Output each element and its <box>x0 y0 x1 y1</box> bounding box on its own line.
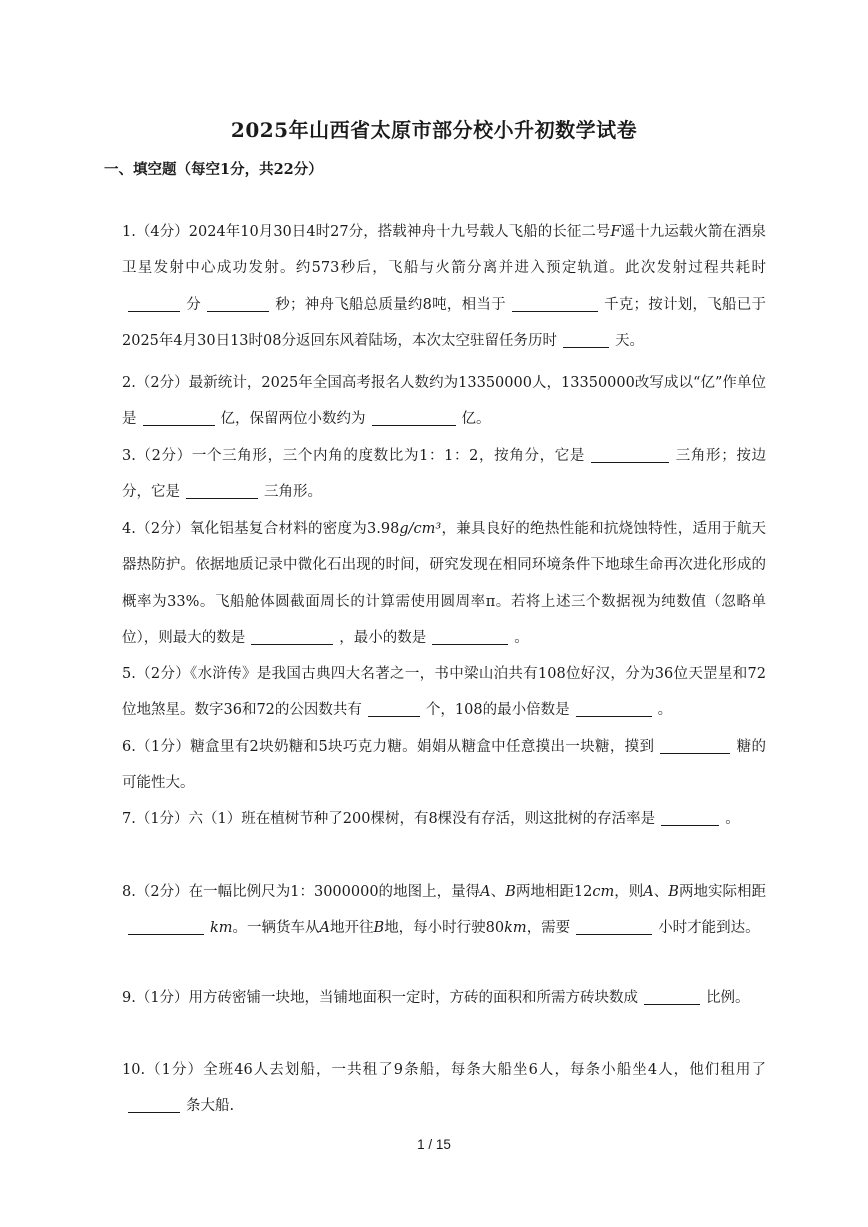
answer-blank[interactable] <box>576 702 652 718</box>
answer-blank[interactable] <box>251 629 333 645</box>
answer-blank[interactable] <box>512 296 598 312</box>
answer-blank[interactable] <box>143 411 215 427</box>
question-1: 1.（4分）2024年10月30日4时27分，搭载神舟十九号载人飞船的长征二号F遥十九运载火箭在酒泉卫星发射中心成功发射。约573秒后，飞船与火箭分离并进入预定轨道。此次发射过程共耗时分 秒；神舟飞船总质量约8吨，相当于 千克；按计划，飞船已于2025年4月30日13时08分返回东风着陆场，本次太空驻留任务历时 天。 <box>122 224 766 349</box>
page-title: 2025年山西省太原市部分校小升初数学试卷 <box>230 118 638 142</box>
answer-blank[interactable] <box>660 739 730 755</box>
answer-blank[interactable] <box>591 448 669 464</box>
page-number: 1 / 15 <box>417 1137 451 1152</box>
question-3: 3.（2分）一个三角形，三个内角的度数比为1：1：2，按角分，它是 三角形；按边分，它是 三角形。 <box>122 448 767 501</box>
answer-blank[interactable] <box>576 920 652 936</box>
answer-blank[interactable] <box>432 629 508 645</box>
answer-blank[interactable] <box>207 296 269 312</box>
question-2: 2.（2分）最新统计，2025年全国高考报名人数约为13350000人，13350000改写成以“亿”作单位是 亿，保留两位小数约为 亿。 <box>122 375 766 428</box>
answer-blank[interactable] <box>128 920 204 936</box>
answer-blank[interactable] <box>644 990 700 1006</box>
answer-blank[interactable] <box>368 702 420 718</box>
question-7: 7.（1分）六（1）班在植树节种了200棵树，有8棵没有存活，则这批树的存活率是 。 <box>122 811 740 827</box>
answer-blank[interactable] <box>128 1098 180 1114</box>
question-8: 8.（2分）在一幅比例尺为1：3000000的地图上，量得A、B两地相距12cm，则A、B两地实际相距km。一辆货车从A地开往B地，每小时行驶80km，需要 小时才能到达。 <box>122 884 767 937</box>
question-10: 10.（1分）全班46人去划船，一共租了9条船，每条大船坐6人，每条小船坐4人，他们租用了条大船. <box>122 1062 766 1115</box>
question-6: 6.（1分）糖盒里有2块奶糖和5块巧克力糖。娟娟从糖盒中任意摸出一块糖，摸到 糖的可能性大。 <box>122 739 766 792</box>
question-4: 4.（2分）氧化铝基复合材料的密度为3.98g/cm³，兼具良好的绝热性能和抗烧蚀特性，适用于航天器热防护。依据地质记录中微化石出现的时间，研究发现在相同环境条件下地球生命再次进化形成的概率为33%。飞船舱体圆截面周长的计算需使用圆周率π。若将上述三个数据视为纯数值（忽略单位），则最大的数是 ，最小的数是 。 <box>122 521 767 646</box>
answer-blank[interactable] <box>372 411 456 427</box>
question-9: 9.（1分）用方砖密铺一块地，当铺地面积一定时，方砖的面积和所需方砖块数成 比例。 <box>122 990 750 1006</box>
question-5: 5.（2分）《水浒传》是我国古典四大名著之一，书中梁山泊共有108位好汉，分为36位天罡星和72位地煞星。数字36和72的公因数共有 个，108的最小倍数是 。 <box>122 666 766 719</box>
answer-blank[interactable] <box>563 332 609 348</box>
section-heading: 一、填空题（每空1分，共22分） <box>104 161 323 178</box>
answer-blank[interactable] <box>186 484 258 500</box>
answer-blank[interactable] <box>661 811 719 827</box>
answer-blank[interactable] <box>128 296 180 312</box>
